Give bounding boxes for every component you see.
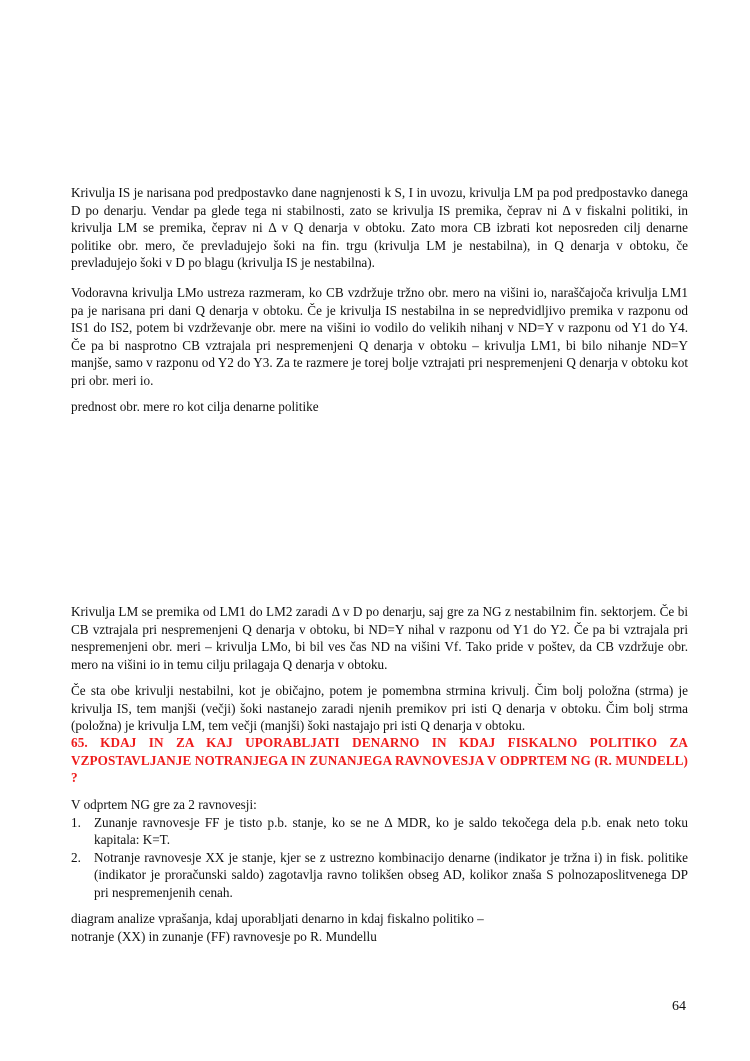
list-item-number: 2. bbox=[71, 849, 81, 865]
section-heading: 65. KDAJ IN ZA KAJ UPORABLJATI DENARNO IN KDAJ FISKALNO POLITIKO ZA VZPOSTAVLJANJE NOTRANJEGA IN ZUNANJEGA RAVNOVESJA V ODPRTEM NG (R. MUNDELL) ? bbox=[71, 735, 688, 786]
equilibria-list bbox=[71, 814, 688, 902]
diagram-caption-mundell bbox=[71, 910, 688, 945]
document-page bbox=[71, 0, 688, 1061]
caption-line-2: notranje (XX) in zunanje (FF) ravnovesje po R. Mundellu bbox=[71, 928, 377, 944]
paragraph-is-lm-assumptions bbox=[71, 184, 688, 272]
page-number: 64 bbox=[672, 999, 686, 1014]
paragraph-text: Vodoravna krivulja LMo ustreza razmeram, ko CB vzdržuje tržno obr. mero na višini io, naraščajoča krivulja LM1 pa je narisana pri dani Q denarja v obtoku. Če je krivulja IS nestabilna in se nepredvidljivo premika v razponu od IS1 do IS2, potem bi vzdrževanje obr. mere na višini io vodilo do velikih nihanj v ND=Y v razponu od Y1 do Y4. Če pa bi nasprotno CB vztrajala pri nespremenjeni Q denarja v obtoku – krivulja LM1, bi bilo nihanje ND=Y manjše, samo v razponu od Y2 do Y3. Za te razmere je torej bolje vztrajati pri nespremenjeni Q denarja v obtoku kot pri obr. meri io. bbox=[71, 285, 688, 388]
list-item bbox=[71, 814, 688, 849]
paragraph-lm-shift bbox=[71, 603, 688, 673]
caption-line-1: diagram analize vprašanja, kdaj uporabljati denarno in kdaj fiskalno politiko – bbox=[71, 911, 484, 926]
equilibria-section bbox=[71, 796, 688, 902]
diagram-caption-interest-rate-target bbox=[71, 398, 688, 416]
paragraph-text: Krivulja IS je narisana pod predpostavko dane nagnjenosti k S, I in uvozu, krivulja LM pa pod predpostavko danega D po denarju. Vendar pa glede tega ni stabilnosti, zato se krivulja IS premika, čeprav ni Δ v fiskalni politiki, in krivulja LM se premika, čeprav ni Δ v Q denarja v obtoku. Zato mora CB izbrati kot neposreden cilj denarne politike obr. mero, če prevladujejo šoki na fin. trgu (krivulja LM je nestabilna), in Q denarja v obtoku, če prevladujejo šoki v D po blagu (krivulja IS je nestabilna). bbox=[71, 185, 688, 271]
paragraph-text: Če sta obe krivulji nestabilni, kot je običajno, potem je pomembna strmina krivulj. Čim bolj položna (strma) je krivulja IS, tem manjši (večji) šoki nastanejo zaradi njenih premikov pri isti Q denarja v obtoku. Čim bolj strma (položna) je krivulja LM, tem večji (manjši) šoki nastajajo pri isti Q denarja v obtoku. bbox=[71, 683, 688, 734]
list-item-text: Zunanje ravnovesje FF je tisto p.b. stanje, ko se ne Δ MDR, ko je saldo tekočega dela p.b. enak neto toku kapitala: K=T. bbox=[94, 814, 688, 848]
diagram-placeholder-1 bbox=[71, 425, 688, 595]
list-item-text: Notranje ravnovesje XX je stanje, kjer se z ustrezno kombinacijo denarne (indikator je tržna i) in fisk. politike (indikator je proračunski saldo) zagotavlja ravno tolikšen obseg AD, kolikor znaša S polnozaposlitvenega DP pri nespremenjenih cenah. bbox=[94, 849, 688, 900]
section-heading-65 bbox=[71, 734, 688, 787]
list-item-number: 1. bbox=[71, 814, 81, 830]
list-intro: V odprtem NG gre za 2 ravnovesji: bbox=[71, 797, 257, 812]
paragraph-both-unstable bbox=[71, 682, 688, 735]
paragraph-lmo-explanation bbox=[71, 284, 688, 390]
caption-text: prednost obr. mere ro kot cilja denarne politike bbox=[71, 399, 319, 414]
list-item bbox=[71, 849, 688, 902]
paragraph-text: Krivulja LM se premika od LM1 do LM2 zaradi Δ v D po denarju, saj gre za NG z nestabilnim fin. sektorjem. Če bi CB vztrajala pri nespremenjeni Q denarja v obtoku, bi ND=Y nihal v razponu od Y1 do Y2. Če pa bi vztrajala pri nespremenjeni obr. meri – krivulja LMo, bi bil ves čas ND na višini Vf. Tako pride v poštev, da CB vzdržuje obr. mero na višini io in temu cilju prilagaja Q denarja v obtoku. bbox=[71, 604, 688, 672]
